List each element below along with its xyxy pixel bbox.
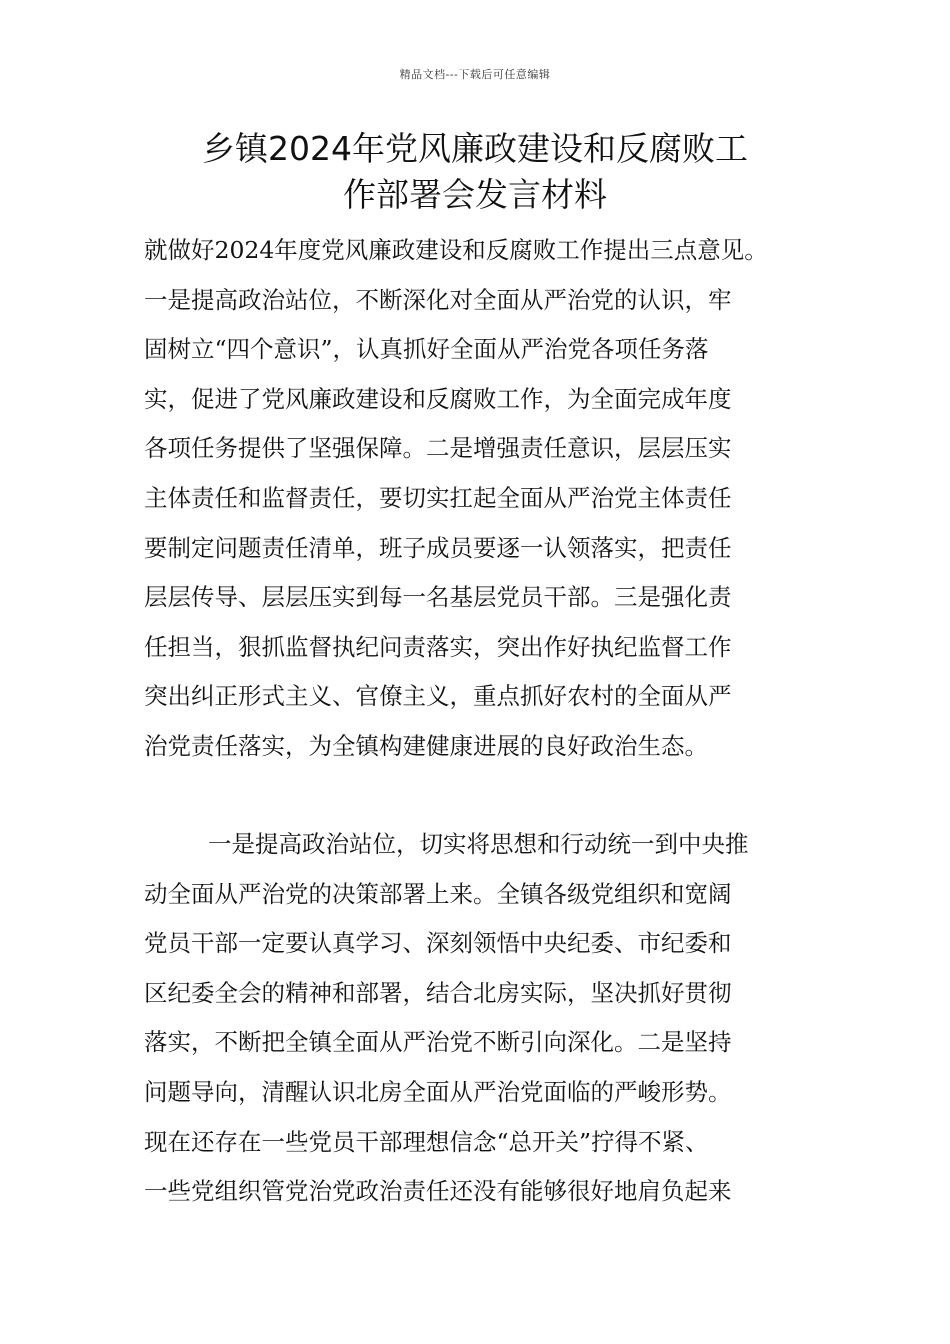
text-line: 突出纠正形式主义、官僚主义，重点抓好农村的全面从严 [144,682,732,711]
text-line: 现在还存在一些党员干部理想信念“总开关”拧得不紧、 [144,1127,709,1156]
title-line: 作部署会发言材料 [343,175,607,214]
text-line: 主体责任和监督责任，要切实扛起全面从严治党主体责任 [144,483,732,512]
text-line: 任担当，狠抓监督执纪问责落实，突出作好执纪监督工作 [144,632,732,661]
title-line: 乡镇2024年党风廉政建设和反腐败工 [202,129,748,168]
text-line: 实，促进了党风廉政建设和反腐败工作，为全面完成年度 [144,384,732,413]
text-line: 落实，不断把全镇全面从严治党不断引向深化。二是坚持 [144,1028,732,1057]
text-line: 各项任务提供了坚强保障。二是增强责任意识，层层压实 [144,434,732,463]
text-line: 治党责任落实，为全镇构建健康进展的良好政治生态。 [144,731,708,760]
text-line: 固树立“四个意识”，认真抓好全面从严治党各项任务落 [144,335,709,364]
text-line: 问题导向，清醒认识北房全面从严治党面临的严峻形势。 [144,1077,732,1106]
paragraph-2 [144,820,824,1217]
document-title [120,126,830,218]
text-line: 区纪委全会的精神和部署，结合北房实际，坚决抓好贯彻 [144,978,732,1007]
text-line: 一是提高政治站位，不断深化对全面从严治党的认识，牢 [144,285,732,314]
page-header: 精品文档---下载后可任意编辑 [399,68,551,81]
text-line: 一是提高政治站位，切实将思想和行动统一到中央推 [208,830,749,858]
text-line: 一些党组织管党治党政治责任还没有能够很好地肩负起来 [144,1177,732,1206]
text-line: 党员干部一定要认真学习、深刻领悟中央纪委、市纪委和 [144,929,732,958]
text-line: 层层传导、层层压实到每一名基层党员干部。三是强化责 [144,583,732,612]
text-line: 动全面从严治党的决策部署上来。全镇各级党组织和宽阔 [144,879,732,908]
text-line: 就做好2024年度党风廉政建设和反腐败工作提出三点意见。 [144,236,768,264]
paragraph-1 [144,226,824,772]
text-line: 要制定问题责任清单，班子成员要逐一认领落实，把责任 [144,533,732,562]
